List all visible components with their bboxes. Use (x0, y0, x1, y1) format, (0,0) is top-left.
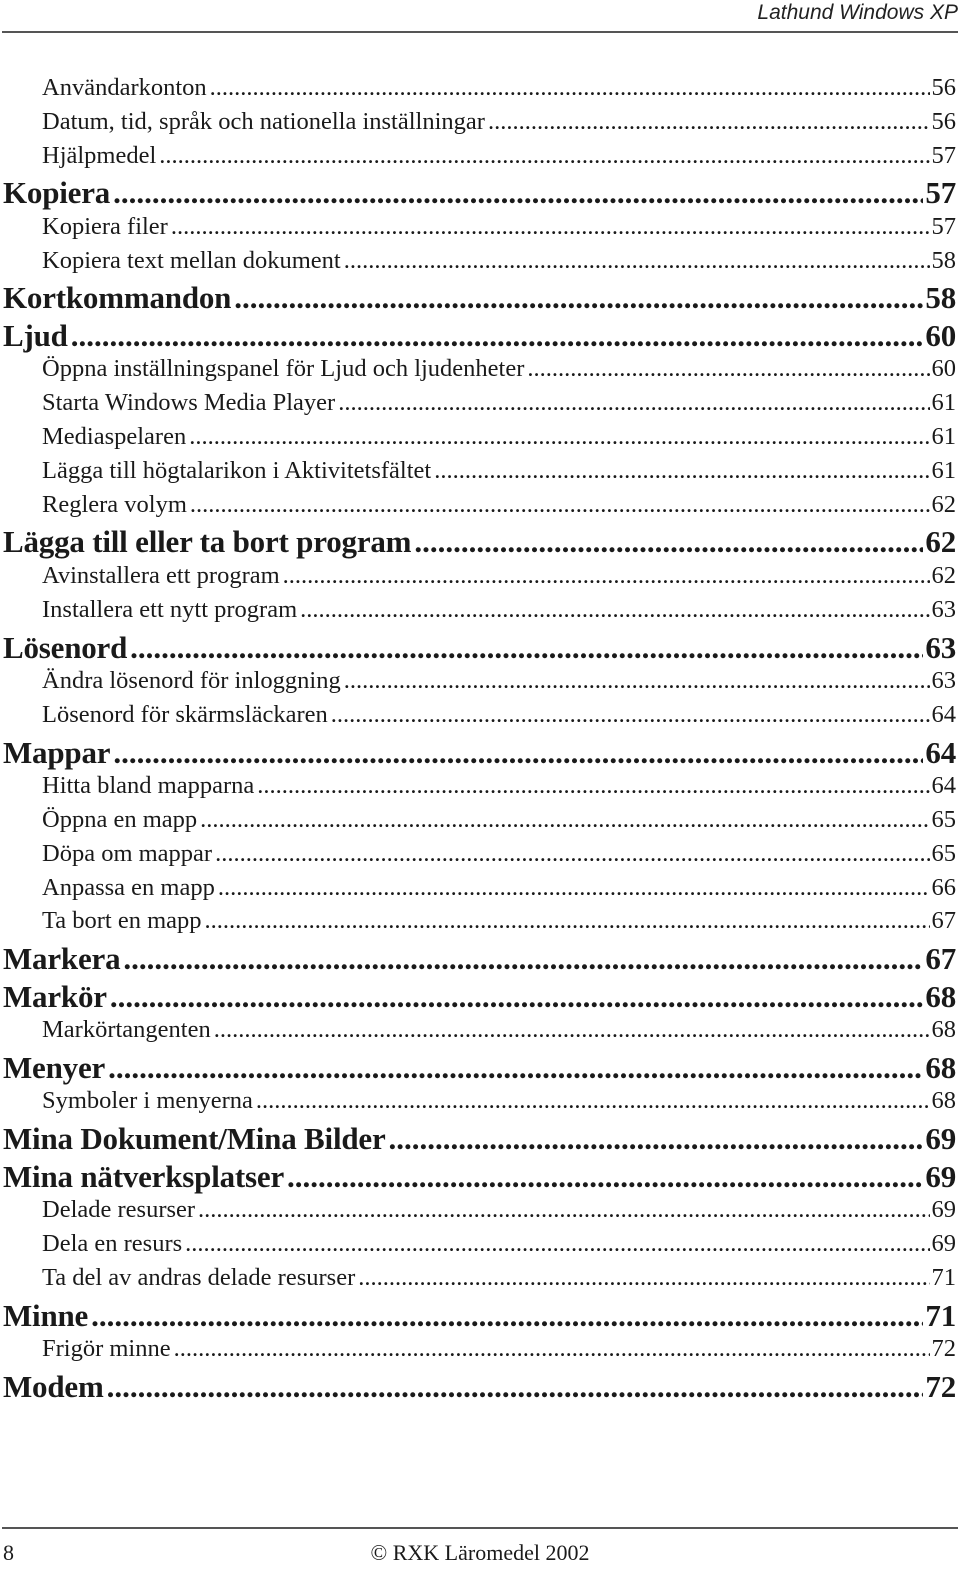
toc-entry-page-number: 60 (925, 317, 956, 353)
toc-entry-page-number: 72 (931, 1335, 956, 1363)
footer-copyright: © RXK Läromedel 2002 (370, 1540, 590, 1565)
toc-entry-label: Ändra lösenord för inloggning (42, 667, 341, 695)
toc-entry-page-number: 58 (925, 280, 956, 316)
toc-entry-label: Installera ett nytt program (42, 595, 298, 623)
toc-dot-leader (113, 735, 923, 771)
toc-dot-leader (107, 1369, 924, 1405)
toc-dot-leader (344, 667, 930, 695)
toc-entry-label: Markörtangenten (42, 1016, 211, 1044)
toc-dot-leader (108, 1050, 923, 1086)
toc-entry-label: Hitta bland mapparna (42, 772, 255, 800)
toc-entry-page-number: 57 (931, 141, 956, 169)
toc-entry-main[interactable] (0, 1298, 960, 1336)
toc-dot-leader (256, 1087, 930, 1115)
toc-entry-label: Starta Windows Media Player (42, 389, 336, 417)
toc-entry-label: Datum, tid, språk och nationella inställningar (42, 107, 485, 135)
toc-entry-label: Lägga till högtalarikon i Aktivitetsfältet (42, 456, 432, 484)
toc-entry-label: Delade resurser (42, 1196, 196, 1224)
toc-entry-page-number: 71 (931, 1263, 956, 1291)
toc-entry-sub[interactable] (0, 247, 960, 281)
toc-dot-leader (338, 389, 929, 417)
toc-dot-leader (331, 701, 930, 729)
toc-entry-sub[interactable] (0, 562, 960, 596)
toc-entry-label: Döpa om mappar (42, 839, 213, 867)
toc-entry-page-number: 64 (925, 734, 956, 770)
toc-dot-leader (283, 562, 930, 590)
toc-entry-page-number: 69 (931, 1230, 956, 1258)
toc-entry-main[interactable] (0, 1121, 960, 1159)
toc-entry-page-number: 63 (925, 629, 956, 665)
toc-dot-leader (214, 1016, 930, 1044)
toc-dot-leader (287, 1159, 923, 1195)
toc-dot-leader (113, 175, 923, 211)
toc-dot-leader (210, 74, 930, 102)
toc-entry-sub[interactable] (0, 667, 960, 701)
toc-entry-label: Öppna inställningspanel för Ljud och ljudenheter (42, 355, 525, 383)
toc-entry-label: Mina Dokument/Mina Bilder (3, 1121, 386, 1157)
toc-entry-label: Kopiera text mellan dokument (42, 246, 341, 274)
toc-dot-leader (527, 355, 929, 383)
toc-entry-label: Hjälpmedel (42, 141, 157, 169)
toc-entry-label: Mappar (3, 734, 111, 770)
toc-entry-sub[interactable] (0, 423, 960, 457)
toc-entry-main[interactable] (0, 1050, 960, 1088)
toc-dot-leader (414, 524, 923, 560)
toc-entry-label: Användarkonton (42, 74, 207, 101)
toc-entry-page-number: 68 (931, 1087, 956, 1115)
toc-entry-page-number: 60 (931, 355, 956, 383)
toc-entry-page-number: 63 (931, 667, 956, 695)
toc-entry-label: Avinstallera ett program (42, 561, 280, 589)
toc-dot-leader (71, 318, 924, 354)
toc-dot-leader (171, 213, 930, 241)
toc-dot-leader (300, 596, 929, 624)
toc-entry-page-number: 56 (931, 74, 956, 101)
toc-entry-page-number: 62 (931, 561, 956, 589)
toc-entry-main[interactable] (0, 1369, 960, 1407)
toc-entry-main[interactable] (0, 979, 960, 1017)
toc-entry-page-number: 62 (925, 524, 956, 560)
toc-dot-leader (218, 874, 930, 902)
toc-entry-page-number: 63 (931, 595, 956, 623)
toc-entry-sub[interactable] (0, 772, 960, 806)
toc-entry-page-number: 61 (931, 423, 956, 451)
toc-entry-page-number: 61 (931, 389, 956, 417)
toc-entry-label: Markör (3, 978, 107, 1014)
toc-dot-leader (190, 491, 930, 519)
toc-entry-label: Lösenord (3, 629, 128, 665)
toc-dot-leader (130, 630, 923, 666)
toc-entry-sub[interactable] (0, 491, 960, 525)
toc-entry-page-number: 56 (931, 107, 956, 135)
toc-dot-leader (123, 941, 923, 977)
toc-dot-leader (234, 280, 923, 316)
toc-entry-sub[interactable] (0, 1264, 960, 1298)
toc-dot-leader (159, 142, 929, 170)
toc-entry-page-number: 67 (925, 941, 956, 977)
toc-entry-page-number: 58 (931, 246, 956, 274)
toc-entry-sub[interactable] (0, 108, 960, 142)
toc-entry-page-number: 66 (931, 873, 956, 901)
toc-entry-page-number: 62 (931, 490, 956, 518)
toc-entry-page-number: 57 (925, 175, 956, 211)
toc-dot-leader (358, 1264, 929, 1292)
toc-entry-label: Kortkommandon (3, 280, 232, 316)
toc-entry-sub[interactable] (0, 806, 960, 840)
toc-entry-sub[interactable] (0, 701, 960, 735)
toc-entry-page-number: 68 (931, 1016, 956, 1044)
toc-entry-sub[interactable] (0, 907, 960, 941)
toc-entry-main[interactable] (0, 175, 960, 213)
toc-entry-sub[interactable] (0, 389, 960, 423)
toc-dot-leader (434, 457, 929, 485)
toc-entry-page-number: 61 (931, 456, 956, 484)
toc-entry-label: Mina nätverksplatser (3, 1158, 285, 1194)
toc-dot-leader (189, 423, 929, 451)
toc-entry-label: Markera (3, 941, 121, 977)
toc-entry-label: Lösenord för skärmsläckaren (42, 700, 328, 728)
toc-entry-page-number: 67 (931, 907, 956, 935)
toc-dot-leader (198, 1196, 929, 1224)
toc-dot-leader (174, 1335, 930, 1363)
toc-dot-leader (488, 108, 930, 136)
toc-entry-label: Ljud (3, 317, 68, 353)
toc-entry-sub[interactable] (0, 1087, 960, 1121)
footer-page-number: 8 (3, 1540, 14, 1565)
toc-dot-leader (205, 907, 930, 935)
toc-entry-main[interactable] (0, 735, 960, 773)
toc-entry-page-number: 69 (931, 1196, 956, 1224)
toc-entry-label: Kopiera (3, 175, 111, 211)
toc-entry-sub[interactable] (0, 1230, 960, 1264)
toc-entry-sub[interactable] (0, 213, 960, 247)
toc-dot-leader (110, 979, 924, 1015)
toc-entry-page-number: 65 (931, 839, 956, 867)
toc-entry-page-number: 72 (925, 1368, 956, 1404)
toc-entry-label: Ta bort en mapp (42, 907, 202, 935)
table-of-contents (0, 74, 960, 1406)
toc-entry-page-number: 68 (925, 1049, 956, 1085)
toc-entry-label: Symboler i menyerna (42, 1087, 253, 1115)
toc-entry-main[interactable] (0, 318, 960, 356)
toc-entry-label: Ta del av andras delade resurser (42, 1263, 356, 1291)
toc-entry-sub[interactable] (0, 355, 960, 389)
toc-entry-page-number: 64 (931, 772, 956, 800)
toc-entry-label: Mediaspelaren (42, 423, 187, 451)
toc-entry-sub[interactable] (0, 74, 960, 108)
toc-entry-label: Menyer (3, 1049, 106, 1085)
toc-entry-page-number: 68 (925, 978, 956, 1014)
toc-entry-label: Anpassa en mapp (42, 873, 215, 901)
toc-entry-sub[interactable] (0, 596, 960, 630)
toc-entry-label: Lägga till eller ta bort program (3, 524, 412, 560)
toc-dot-leader (185, 1230, 929, 1258)
toc-entry-label: Modem (3, 1368, 104, 1404)
toc-entry-page-number: 69 (925, 1158, 956, 1194)
toc-entry-page-number: 57 (931, 212, 956, 240)
toc-entry-label: Öppna en mapp (42, 805, 198, 833)
toc-entry-main[interactable] (0, 280, 960, 318)
toc-dot-leader (215, 840, 929, 868)
toc-entry-page-number: 71 (925, 1297, 956, 1333)
header-divider (2, 31, 958, 33)
toc-entry-page-number: 69 (925, 1121, 956, 1157)
footer-divider (2, 1527, 958, 1529)
toc-entry-main[interactable] (0, 1159, 960, 1197)
toc-entry-label: Kopiera filer (42, 212, 168, 240)
toc-entry-main[interactable] (0, 941, 960, 979)
toc-entry-sub[interactable] (0, 142, 960, 176)
toc-entry-sub[interactable] (0, 1016, 960, 1050)
toc-entry-sub[interactable] (0, 457, 960, 491)
toc-entry-label: Minne (3, 1297, 89, 1333)
toc-dot-leader (200, 806, 929, 834)
toc-entry-label: Frigör minne (42, 1335, 171, 1363)
toc-entry-page-number: 64 (931, 700, 956, 728)
toc-dot-leader (91, 1298, 923, 1334)
toc-entry-main[interactable] (0, 630, 960, 668)
toc-entry-label: Dela en resurs (42, 1230, 183, 1258)
toc-entry-label: Reglera volym (42, 490, 187, 518)
toc-dot-leader (344, 247, 930, 275)
toc-dot-leader (257, 772, 929, 800)
toc-entry-main[interactable] (0, 524, 960, 562)
toc-entry-sub[interactable] (0, 874, 960, 908)
toc-entry-sub[interactable] (0, 1196, 960, 1230)
running-header-title: Lathund Windows XP (757, 1, 958, 24)
toc-entry-sub[interactable] (0, 1335, 960, 1369)
toc-entry-sub[interactable] (0, 840, 960, 874)
toc-entry-page-number: 65 (931, 805, 956, 833)
toc-dot-leader (389, 1121, 924, 1157)
